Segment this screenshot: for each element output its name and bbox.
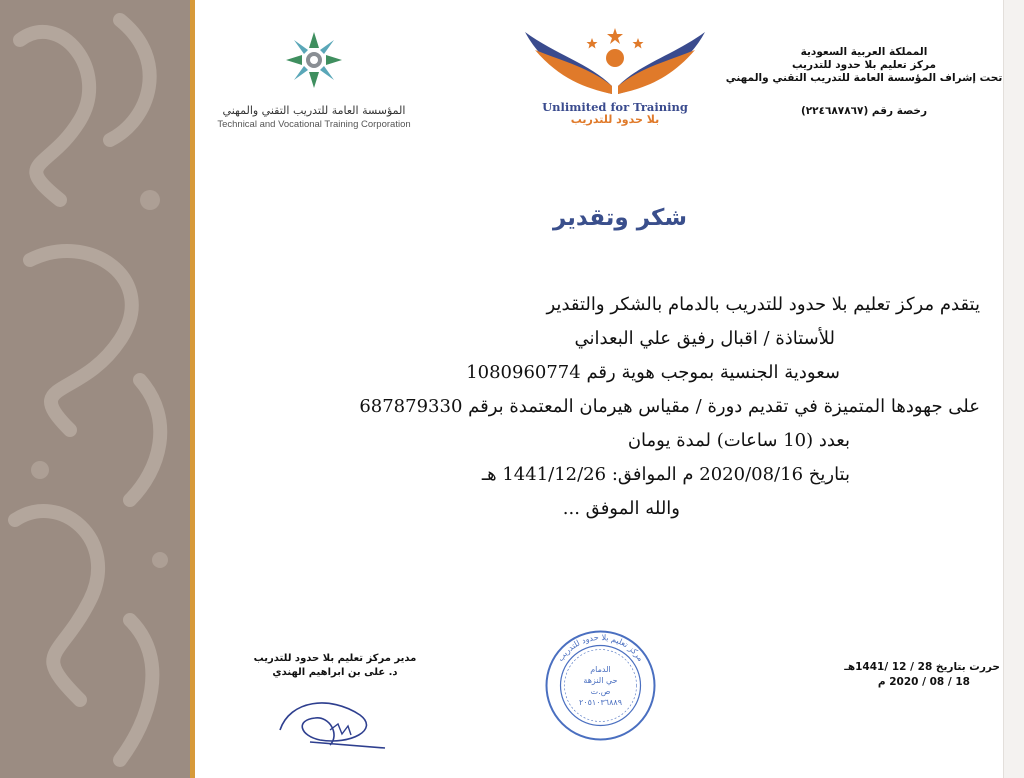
stamp-city: الدمام xyxy=(590,665,611,674)
logo-english-text: Unlimited for Training xyxy=(542,100,688,114)
body-line-1: يتقدم مركز تعليم بلا حدود للتدريب بالدمام بالشكر والتقدير xyxy=(546,294,980,315)
stamp-number: ٢٠٥١٠٣٦٨٨٩ xyxy=(579,698,622,707)
issue-date-block xyxy=(800,660,1000,690)
stamp-district: حي النزهة xyxy=(583,676,618,685)
svg-text:مركز تعليم بلا حدود للتدريب xyxy=(556,633,645,663)
header-line-center: مركز تعليم بلا حدود للتدريب xyxy=(791,59,937,71)
stamp-po: ص.ت xyxy=(590,687,611,696)
official-stamp xyxy=(543,628,658,743)
manager-block xyxy=(235,652,435,680)
wings-sun-emblem-icon xyxy=(520,24,710,104)
body-line-2: للأستاذة / اقبال رفيق علي البعداني xyxy=(574,328,835,349)
license-number: رخصة رقم (٢٢٤٦٨٧٨٦٧) xyxy=(800,105,928,117)
body-line-3: سعودية الجنسية بموجب هوية رقم 1080960774 xyxy=(466,362,840,383)
tvtc-logo xyxy=(214,30,414,140)
issue-date-hijri: حررت بتاريخ 28 / 12 /1441هـ xyxy=(844,661,1000,673)
tvtc-english-name: Technical and Vocational Training Corporation xyxy=(217,119,411,130)
certificate-title: شكر وتقدير xyxy=(552,205,688,231)
body-line-6: بتاريخ 2020/08/16 م الموافق: 1441/12/26 هـ xyxy=(481,464,850,485)
manager-name: د. على بن ابراهيم الهندي xyxy=(272,667,398,678)
body-line-7: والله الموفق ... xyxy=(562,498,680,519)
header-line-kingdom: المملكة العربية السعودية xyxy=(800,46,928,58)
logo-arabic-text: بلا حدود للتدريب xyxy=(570,113,660,126)
unlimited-training-logo xyxy=(520,24,710,124)
manager-title: مدير مركز تعليم بلا حدود للتدريب xyxy=(253,653,417,664)
stamp-ring-text: مركز تعليم بلا حدود للتدريب xyxy=(555,632,646,663)
tvtc-emblem-icon xyxy=(284,30,344,96)
issue-date-gregorian: 18 / 08 / 2020 م xyxy=(877,676,970,688)
header-line-supervision: تحت إشراف المؤسسة العامة للتدريب التقني والمهني xyxy=(725,72,1003,84)
tvtc-arabic-name: المؤسسة العامة للتدريب التقني والمهني xyxy=(222,104,406,117)
body-line-4: على جهودها المتميزة في تقديم دورة / مقياس هيرمان المعتمدة برقم 687879330 xyxy=(359,396,980,417)
handwritten-signature xyxy=(270,690,390,760)
issuer-header xyxy=(714,46,1014,118)
decorative-calligraphy-band xyxy=(0,0,190,778)
body-line-5: بعدد (10 ساعات) لمدة يومان xyxy=(627,430,850,451)
